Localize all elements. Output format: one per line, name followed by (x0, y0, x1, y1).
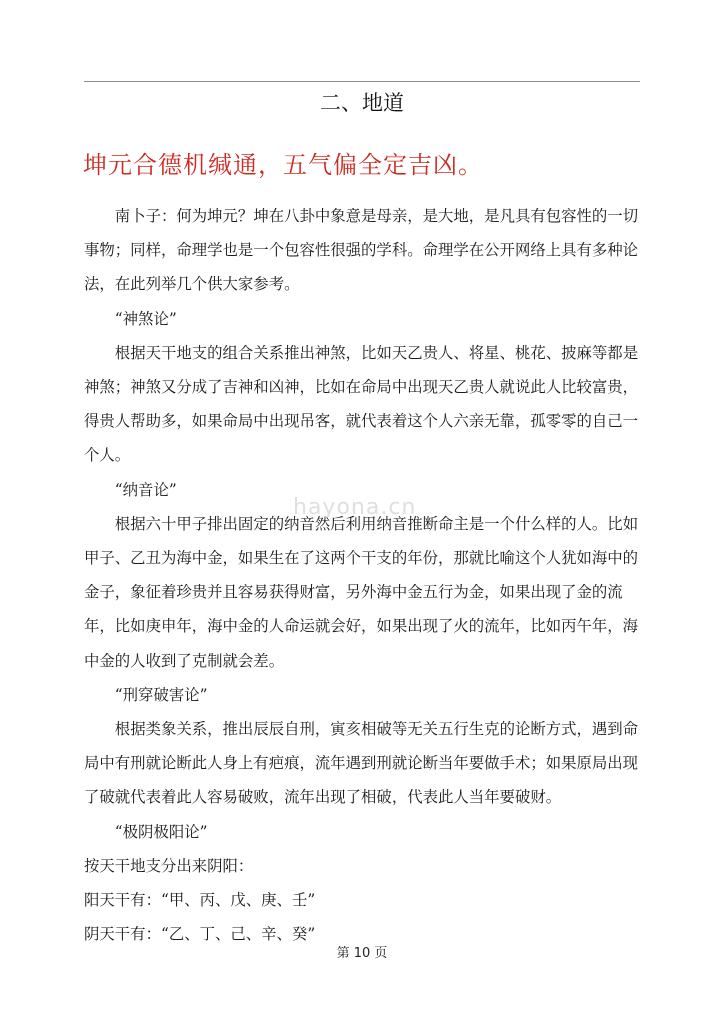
paragraph: 阴天干有：“乙、丁、己、辛、癸” (84, 925, 316, 944)
page-number: 第 10 页 (336, 946, 388, 961)
chapter-title: 二、地道 (320, 91, 404, 115)
paragraph: 按天干地支分出来阴阳： (84, 856, 254, 875)
paragraph: 阳天干有：“甲、丙、戊、庚、壬” (84, 891, 316, 910)
paragraph: 南卜子：何为坤元？坤在八卦中象意是母亲，是大地，是凡具有包容性的一切事物；同样，命理学也是一个包容性很强的学科。命理学在公开网络上具有多种论法，在此列举几个供大家参考。 (84, 207, 639, 294)
paragraph: 根据类象关系，推出辰辰自刑，寅亥相破等无关五行生克的论断方式，遇到命局中有刑就论断此人身上有疤痕，流年遇到刑就论断当年要做手术；如果原局出现了破就代表着此人容易破败，流年出现了相破，代表此人当年要破财。 (84, 720, 639, 807)
section-label: “纳音论” (114, 480, 177, 499)
paragraph: 根据六十甲子排出固定的纳音然后利用纳音推断命主是一个什么样的人。比如甲子、乙丑为海中金，如果生在了这两个干支的年份，那就比喻这个人犹如海中的金子，象征着珍贵并且容易获得财富，另外海中金五行为金，如果出现了金的流年，比如庚申年，海中金的人命运就会好，如果出现了火的流年，比如丙午年，海中金的人收到了克制就会差。 (84, 514, 639, 670)
header-rule (84, 81, 640, 82)
watermark: hayona.cn (293, 495, 417, 520)
section-label: “刑穿破害论” (114, 685, 208, 704)
section-label: “神煞论” (114, 309, 177, 328)
paragraph: 根据天干地支的组合关系推出神煞，比如天乙贵人、将星、桃花、披麻等都是神煞；神煞又分成了吉神和凶神，比如在命局中出现天乙贵人就说此人比较富贵，得贵人帮助多，如果命局中出现吊客，就代表着这个人六亲无靠，孤零零的自己一个人。 (84, 343, 639, 465)
section-label: “极阴极阳论” (114, 822, 208, 841)
verse-heading: 坤元合德机缄通，五气偏全定吉凶。 (83, 151, 483, 179)
body-text (84, 199, 640, 951)
